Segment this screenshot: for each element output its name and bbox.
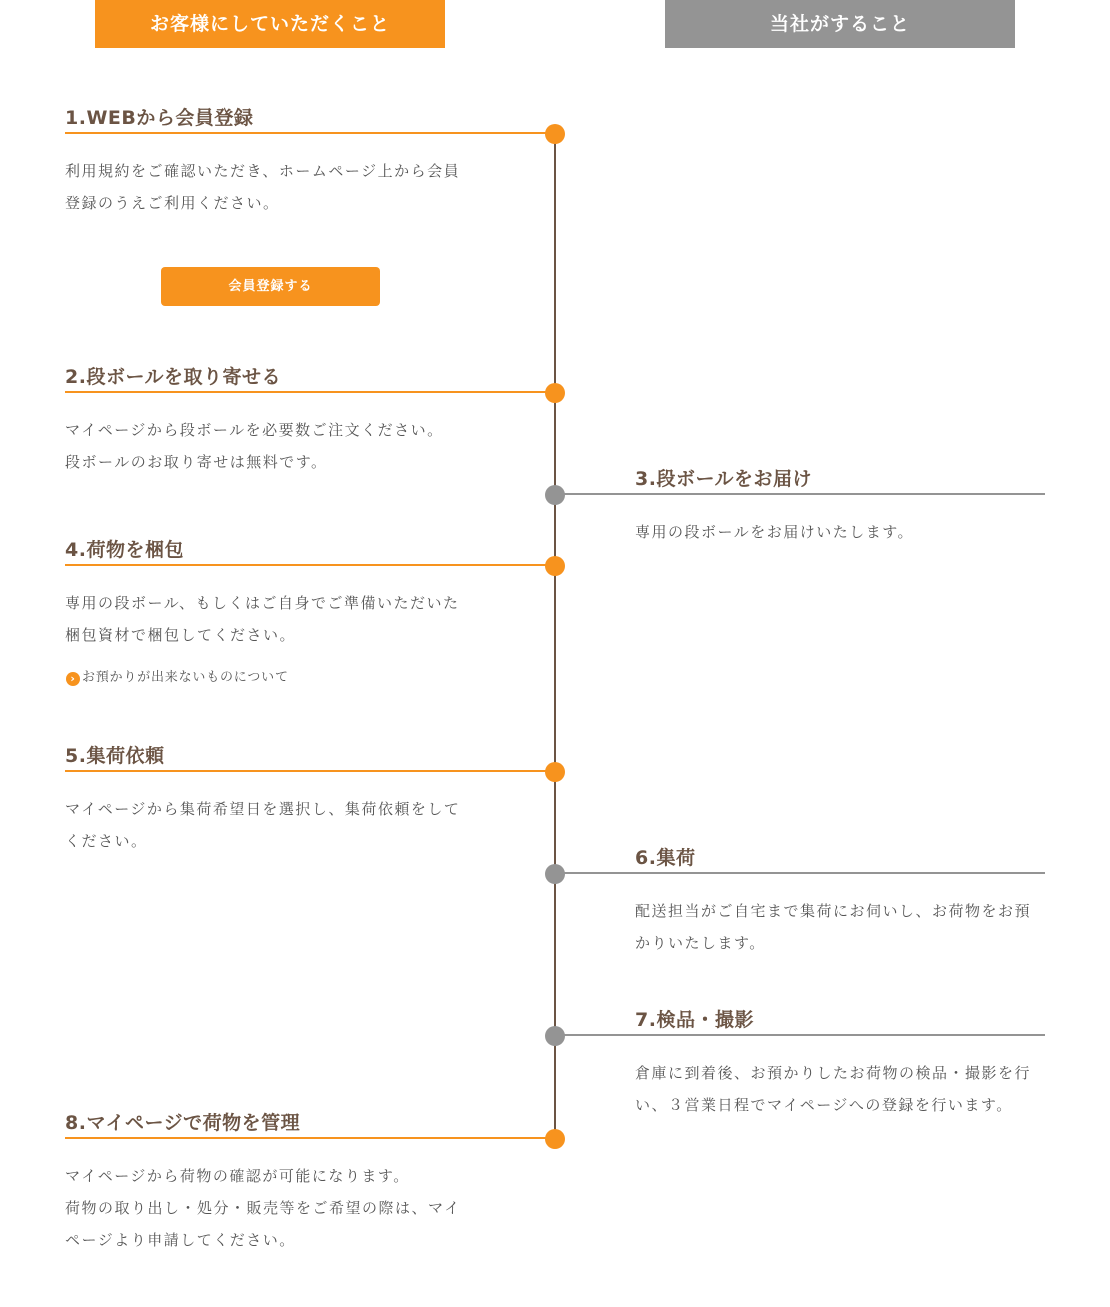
step-7-description xyxy=(635,1057,1031,1121)
step-3-line: 専用の段ボールをお届けいたします。 xyxy=(635,523,915,541)
step-5-title: 5.集荷依頼 xyxy=(65,745,165,767)
step-3-title: 3.段ボールをお届け xyxy=(635,468,813,490)
step-2-line: 段ボールのお取り寄せは無料です。 xyxy=(65,453,328,471)
step-1-dot xyxy=(545,124,565,144)
company-column-header: 当社がすること xyxy=(665,0,1015,48)
step-3-rule xyxy=(555,493,1045,495)
step-1-line: 利用規約をご確認いただき、ホームページ上から会員 xyxy=(65,162,461,180)
step-6-title: 6.集荷 xyxy=(635,847,696,869)
step-5-description xyxy=(65,793,460,857)
step-1-rule xyxy=(65,132,555,134)
step-4-title: 4.荷物を梱包 xyxy=(65,539,184,561)
step-2-dot xyxy=(545,383,565,403)
step-7-dot xyxy=(545,1026,565,1046)
step-7-rule xyxy=(555,1034,1045,1036)
step-8-dot xyxy=(545,1129,565,1149)
step-4-line: 専用の段ボール、もしくはご自身でご準備いただいた xyxy=(65,594,460,612)
unacceptable-items-link-label: お預かりが出来ないものについて xyxy=(82,670,289,685)
step-5-line: ください。 xyxy=(65,832,148,850)
step-2-rule xyxy=(65,391,555,393)
customer-column-header: お客様にしていただくこと xyxy=(95,0,445,48)
step-4-description xyxy=(65,587,460,651)
step-4-rule xyxy=(65,564,555,566)
chevron-right-circle-icon: › xyxy=(66,672,80,686)
step-6-rule xyxy=(555,872,1045,874)
step-2-line: マイページから段ボールを必要数ご注文ください。 xyxy=(65,421,444,439)
step-8-description xyxy=(65,1160,461,1256)
step-4-line: 梱包資材で梱包してください。 xyxy=(65,626,297,644)
step-8-line: 荷物の取り出し・処分・販売等をご希望の際は、マイ xyxy=(65,1199,461,1217)
step-7-title: 7.検品・撮影 xyxy=(635,1009,754,1031)
step-3-description xyxy=(635,516,914,548)
step-2-description xyxy=(65,414,444,478)
register-button[interactable]: 会員登録する xyxy=(161,267,380,306)
step-8-line: マイページから荷物の確認が可能になります。 xyxy=(65,1167,410,1185)
step-5-line: マイページから集荷希望日を選択し、集荷依頼をして xyxy=(65,800,461,818)
step-7-line: い、３営業日程でマイページへの登録を行います。 xyxy=(635,1096,1013,1114)
step-2-title: 2.段ボールを取り寄せる xyxy=(65,366,282,388)
step-1-description xyxy=(65,155,460,219)
step-8-title: 8.マイページで荷物を管理 xyxy=(65,1112,301,1134)
step-4-dot xyxy=(545,556,565,576)
step-6-line: 配送担当がご自宅まで集荷にお伺いし、お荷物をお預 xyxy=(635,902,1032,920)
step-1-title: 1.WEBから会員登録 xyxy=(65,107,254,129)
step-1-line: 登録のうえご利用ください。 xyxy=(65,194,280,212)
step-3-dot xyxy=(545,485,565,505)
step-8-rule xyxy=(65,1137,555,1139)
step-5-rule xyxy=(65,770,555,772)
step-6-line: かりいたします。 xyxy=(635,934,766,952)
step-8-line: ページより申請してください。 xyxy=(65,1231,296,1249)
step-6-dot xyxy=(545,864,565,884)
step-7-line: 倉庫に到着後、お預かりしたお荷物の検品・撮影を行 xyxy=(635,1064,1032,1082)
unacceptable-items-link[interactable] xyxy=(66,668,289,688)
timeline-line xyxy=(554,133,556,1139)
step-6-description xyxy=(635,895,1031,959)
step-5-dot xyxy=(545,762,565,782)
